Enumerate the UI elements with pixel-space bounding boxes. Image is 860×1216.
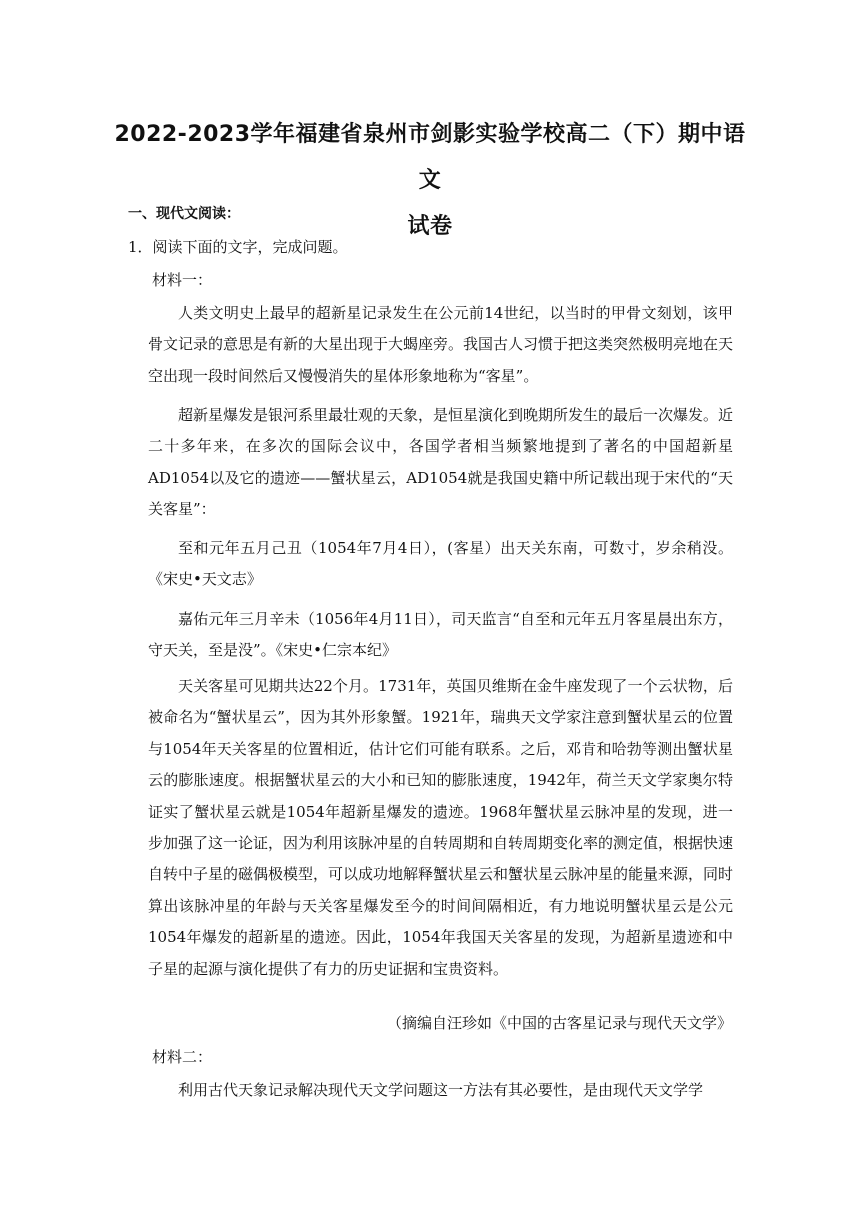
section-heading: 一、现代文阅读：	[128, 206, 240, 222]
material-1-label: 材料一：	[152, 271, 213, 289]
material-2-paragraph-1: 利用古代天象记录解决现代天文学问题这一方法有其必要性，是由现代天文学学	[178, 1081, 704, 1099]
question-prompt: 1．阅读下面的文字，完成问题。	[128, 238, 348, 256]
material-2-label: 材料二：	[152, 1048, 213, 1066]
material-1-source: （摘编自汪珍如《中国的古客星记录与现代天文学》	[386, 1014, 732, 1032]
material-1-paragraph-1: 人类文明史上最早的超新星记录发生在公元前14世纪，以当时的甲骨文刻划，该甲骨文记录的意思是有新的大星出现于大蝎座旁。我国古人习惯于把这类突然极明亮地在天空出现一段时间然后又慢慢消失的星体形象地称为“客星”。	[148, 304, 734, 385]
material-1-paragraph-2: 超新星爆发是银河系里最壮观的天象，是恒星演化到晚期所发生的最后一次爆发。近二十多年来，在多次的国际会议中，各国学者相当频繁地提到了著名的中国超新星AD1054以及它的遗迹——蟹状星云，AD1054就是我国史籍中所记载出现于宋代的“天关客星”：	[148, 406, 734, 519]
material-1-paragraph-5: 天关客星可见期共达22个月。1731年，英国贝维斯在金牛座发现了一个云状物，后被命名为“蟹状星云”，因为其外形象蟹。1921年，瑞典天文学家注意到蟹状星云的位置与1054年天关客星的位置相近，估计它们可能有联系。之后，邓肯和哈勃等测出蟹状星云的膨胀速度。根据蟹状星云的大小和已知的膨胀速度，1942年，荷兰天文学家奥尔特证实了蟹状星云就是1054年超新星爆发的遗迹。1968年蟹状星云脉冲星的发现，进一步加强了这一论证，因为利用该脉冲星的自转周期和自转周期变化率的测定值，根据快速自转中子星的磁偶极模型，可以成功地解释蟹状星云和蟹状星云脉冲星的能量来源，同时算出该脉冲星的年龄与天关客星爆发至今的时间间隔相近，有力地说明蟹状星云是公元1054年爆发的超新星的遗迹。因此，1054年我国天关客星的发现，为超新星遗迹和中子星的起源与演化提供了有力的历史证据和宝贵资料。	[148, 677, 734, 978]
page-title	[110, 112, 750, 250]
material-1-paragraph-3: 至和元年五月己丑（1054年7月4日），(客星）出天关东南，可数寸，岁余稍没。《宋史•天文志》	[148, 539, 733, 589]
title-line-2: 试卷	[407, 214, 453, 239]
title-line-1: 2022-2023学年福建省泉州市剑影实验学校高二（下）期中语文	[114, 122, 746, 193]
material-1-paragraph-4: 嘉佑元年三月辛未（1056年4月11日），司天监言“自至和元年五月客星晨出东方，守天关，至是没”。《宋史•仁宗本纪》	[148, 610, 733, 660]
